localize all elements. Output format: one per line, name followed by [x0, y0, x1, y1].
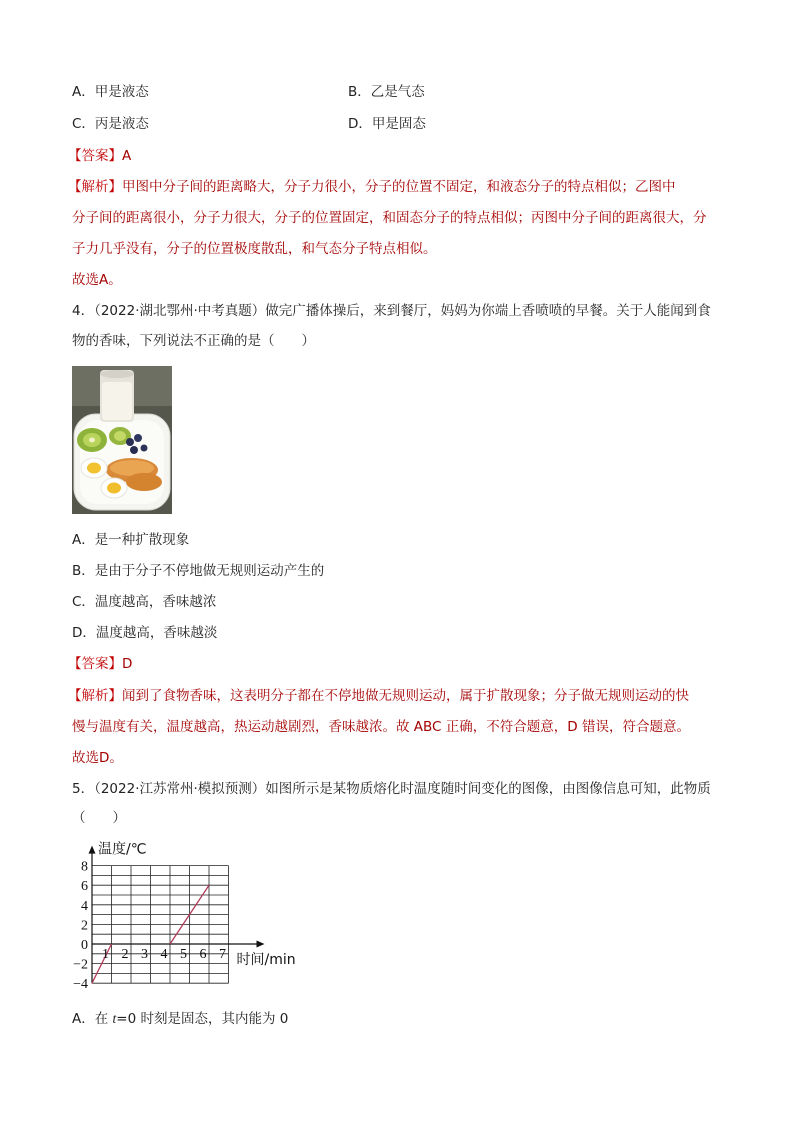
q4-option-b: B．是由于分子不停地做无规则运动产生的 [72, 563, 325, 579]
x-axis-arrow [257, 941, 265, 948]
answer-value: D [122, 656, 133, 672]
x-tick-label: 2 [121, 947, 129, 962]
y-tick-label: −2 [73, 957, 88, 973]
y-tick-label: 0 [81, 938, 88, 953]
analysis-tag: 【解析】 [68, 179, 122, 195]
x-tick-label: 6 [199, 947, 207, 962]
y-tick-label: 2 [81, 918, 88, 934]
q3-answer [68, 146, 131, 166]
q3-analysis-line-1 [68, 177, 676, 197]
y-tick-label: 8 [81, 859, 88, 875]
q3-analysis-line-3: 子力几乎没有，分子的位置极度散乱，和气态分子特点相似。 [72, 241, 437, 257]
x-tick-label: 7 [219, 947, 226, 962]
x-tick-label: 3 [141, 947, 148, 962]
breakfast-photo-illustration [72, 366, 172, 514]
option-a-variable: t [112, 1011, 117, 1026]
x-tick-label: 1 [102, 947, 109, 962]
q4-stem-line-2: 物的香味，下列说法不正确的是（ ） [72, 333, 315, 349]
answer-value: A [122, 148, 132, 164]
chart-labels [73, 841, 296, 993]
q4-conclusion: 故选D。 [72, 750, 123, 766]
x-axis-label: 时间/min [236, 952, 296, 968]
q4-option-a: A．是一种扩散现象 [72, 532, 190, 548]
x-tick-label: 5 [180, 947, 187, 962]
q4-analysis-line-1 [68, 686, 689, 706]
q3-conclusion: 故选A。 [72, 272, 122, 288]
analysis-text: 闻到了食物香味，这表明分子都在不停地做无规则运动，属于扩散现象；分子做无规则运动的快 [122, 688, 689, 704]
y-tick-label: 6 [81, 879, 88, 895]
answer-tag: 【答案】 [68, 656, 122, 672]
q4-option-d: D．温度越高，香味越淡 [72, 625, 218, 641]
y-tick-label: −4 [73, 977, 88, 993]
option-a-prefix: A．在 [72, 1011, 113, 1027]
q3-analysis-line-2: 分子间的距离很小，分子力很大，分子的位置固定，和固态分子的特点相似；丙图中分子间的距离很大，分 [72, 210, 707, 226]
q5-stem-line-1: 5．（2022·江苏常州·模拟预测）如图所示是某物质熔化时温度随时间变化的图像，由图像信息可知，此物质 [72, 781, 711, 797]
y-tick-label: 4 [81, 898, 88, 914]
x-tick-label: 4 [160, 947, 168, 962]
analysis-text: 甲图中分子间的距离略大，分子力很小，分子的位置不固定，和液态分子的特点相似；乙图中 [122, 179, 676, 195]
q4-option-c: C．温度越高，香味越浓 [72, 594, 217, 610]
y-axis-arrow [89, 846, 96, 854]
analysis-tag: 【解析】 [68, 688, 122, 704]
q3-option-a: A．甲是液态 [72, 84, 149, 100]
chart-grid [92, 866, 229, 984]
q4-answer [68, 654, 132, 674]
y-axis-label: 温度/℃ [98, 841, 147, 858]
option-a-suffix: =0 时刻是固态，其内能为 0 [116, 1011, 289, 1027]
q5-stem-line-2: （ ） [72, 810, 126, 826]
chart-svg [60, 834, 320, 1004]
q3-option-b: B．乙是气态 [348, 84, 425, 100]
breakfast-photo [72, 366, 172, 514]
answer-tag: 【答案】 [68, 148, 122, 164]
q4-analysis-line-2: 慢与温度有关，温度越高，热运动越剧烈，香味越浓。故 ABC 正确，不符合题意，D 错误，符合题意。 [72, 719, 690, 735]
q3-option-c: C．丙是液态 [72, 116, 149, 132]
temperature-time-chart [60, 834, 320, 1004]
q5-option-a [72, 1009, 288, 1029]
q3-option-d: D．甲是固态 [348, 116, 426, 132]
q4-stem-line-1: 4．（2022·湖北鄂州·中考真题）做完广播体操后，来到餐厅，妈妈为你端上香喷喷的早餐。关于人能闻到食 [72, 303, 711, 319]
